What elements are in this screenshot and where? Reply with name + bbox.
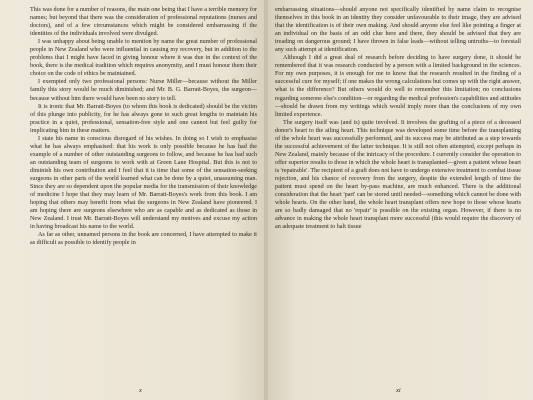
paragraph: Although I did a great deal of research before deciding to have surgery done, it should be remembered that it was research conducted by a person with a limited background in the sciences. For my own purposes, it is enough for me to know that the research resulted in the finding of a successful cure for myself; if one makes the wrong calculations but comes up with the right answer, what is the difference? But others would do well to remember this limitation; no conclusions regarding someone else's condition—or regarding the medical profession's capabilities and attitudes—should be drawn from my writings which would imply more than the conclusions of my own limited experience.: [275, 55, 521, 118]
paragraph: It is ironic that Mr. Barratt-Boyes (to whom this book is dedicated) should be the victim of this plunge into publicity, for he has always gone to such great lengths to maintain his practice in a quiet, professional, sensation-free style and one cannot but feel guilty for implicating him in these matters.: [30, 103, 257, 134]
page-number: xi: [396, 387, 401, 394]
right-page: [266, 0, 533, 400]
paragraph: I exempted only two professional persons: Nurse Miller—because without the Miller family this story would be much diminished; and Mr. B. G. Barratt-Boyes, the surgeon—because without him there would have been no story to tell.: [30, 79, 257, 102]
right-page-text: [275, 6, 521, 387]
left-page: [0, 0, 266, 400]
paragraph: embarrassing situations—should anyone not specifically identified by name claim to recognise themselves in this book in an identity they consider unfavourable to their image, they are advised that the identification is of their own making. And should anyone else feel like pointing a finger at an individual on the basis of an odd clue here and there, they should be advised that they are treading on dangerous ground; I have thrown in false leads—without telling untruths—to forestall any such attempt at identification.: [275, 7, 521, 54]
paragraph: As far as other, unnamed persons in the book are concerned, I have attempted to make it as difficult as possible to identify people in: [30, 232, 257, 247]
book-gutter: [264, 0, 268, 400]
page-number: x: [139, 387, 142, 394]
left-page-text: [30, 6, 257, 387]
paragraph: I was unhappy about being unable to mention by name the great number of professional people in New Zealand who were influential in causing my recovery, but in addition to the problems that I might have faced in giving honour where it was due in the context of the book, there is the medical tradition which requires anonymity, and I must honour them their choice on the code of ethics be maintained.: [30, 39, 257, 78]
paragraph: This was done for a number of reasons, the main one being that I have a terrible memory for names; but beyond that there was the consideration of professional reputations (nurses and doctors), and of a few circumstances which might be considered embarrassing if the identities of the individuals involved were divulged.: [30, 7, 257, 38]
paragraph: I state his name in conscious disregard of his wishes. In doing so I wish to emphasise what he has always emphasised: that his work is only possible because he has had the example of a number of other outstanding surgeons to follow, and because he has had such an outstanding team of surgeons to work with at Green Lane Hospital. But this is not to diminish his own contribution and I feel that it is time that some of the sensation-seeking surgeons in other parts of the world learned what can be done by a quiet, unassuming man. Since they are so dependent upon the popular media for the transmission of their knowledge of medicine I hope that they may learn of Mr. Barratt-Boyes's work from this book. I am hoping that others may benefit from what the surgeons in New Zealand have pioneered. I am hoping there are surgeons elsewhere who are as capable and as dedicated as those in New Zealand. I trust Mr. Barratt-Boyes will understand my motives and excuse my action in having broadcast his name to the world.: [30, 135, 257, 231]
paragraph: The surgery itself was (and is) quite involved. It involves the grafting of a piece of a deceased donor's heart to the ailing heart. This technique was developed some time before the transplanting of the whole heart was successfully performed, and its success may be attributed as a step towards the successful achievement of the latter technique. It is still not often attempted, except perhaps in New Zealand, mainly because of the intricacy of the procedure. I currently consider the operation to offer superior results to those in which the whole heart is transplanted—given a patient whose heart is 'repairable'. The recipient of a graft does not have to undergo extensive treatment to combat tissue rejection, and his chance of recovery from the surgery, despite the extended length of time the patient must spend on the heart by-pass machine, are much enhanced. There is the additional consideration that the heart 'part' can be stored until needed—something which cannot be done with whole hearts. On the other hand, the whole heart transplant offers new hope to those whose hearts are so badly damaged that no 'repair' is possible on the existing organ. However, if there is no advance in making the whole heart transplant more successful (this would require the discovery of an adequate treatment to halt tissue: [275, 119, 521, 231]
